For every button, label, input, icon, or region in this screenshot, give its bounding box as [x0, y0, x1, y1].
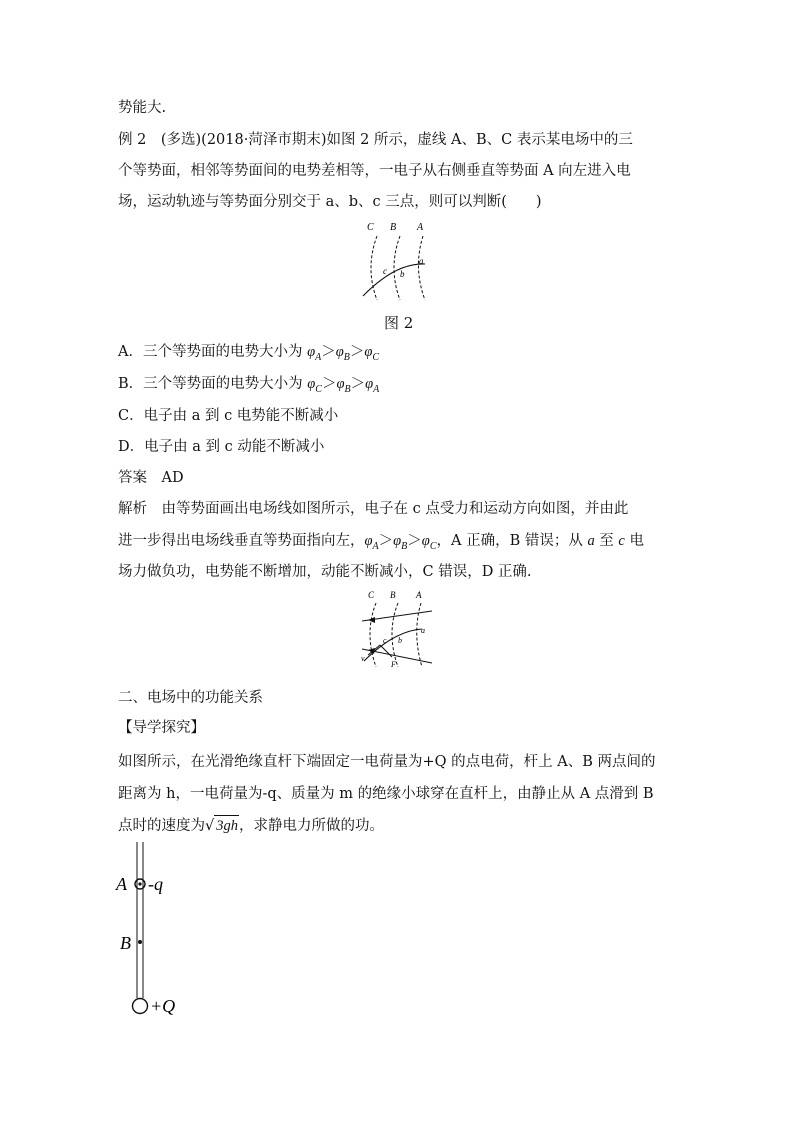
label-minus-q: -q	[148, 874, 163, 894]
question-line-3	[118, 815, 384, 836]
equipotential-a	[418, 236, 425, 300]
question-line-2: 距离为 h，一电荷量为-q、质量为 m 的绝缘小球穿在直杆上，由静止从 A 点滑到 B	[118, 786, 654, 802]
label-B: B	[390, 222, 397, 233]
explanation-line-2: 进一步得出电场线垂直等势面指向左，$\varphi_A>\varphi_B>\varphi_C$，A 正确，B 错误；从 a 至 c 电	[118, 533, 644, 552]
sqrt-expression: √ 3gh	[205, 815, 239, 836]
label-F: F	[391, 660, 396, 669]
answer: 答案 AD	[118, 470, 184, 486]
question-line-3-post: ，求静电力所做的功。	[239, 818, 384, 834]
equipotential-b	[392, 603, 398, 667]
ball-center	[138, 882, 141, 885]
question-line-3-pre: 点时的速度为	[118, 818, 205, 834]
section-heading: 二、电场中的功能关系	[118, 690, 263, 706]
trajectory	[363, 264, 425, 296]
label-B: B	[120, 933, 131, 953]
example-text: (多选)(2018·菏泽市期末)如图 2 所示，虚线 A、B、C 表示某电场中的三	[160, 132, 633, 148]
figure-4-rod	[112, 842, 192, 1022]
label-B: B	[390, 590, 396, 600]
option-b: B．三个等势面的电势大小为 $\varphi_C>\varphi_B>\varphi_A$	[118, 376, 380, 395]
force-vector	[380, 645, 392, 657]
example-2-line-3: 场，运动轨迹与等势面分别交于 a、b、c 三点，则可以判断( )	[118, 194, 542, 210]
figure-2	[355, 218, 445, 304]
label-b: b	[398, 636, 402, 645]
question-line-1: 如图所示，在光滑绝缘直杆下端固定一电荷量为+Q 的点电荷，杆上 A、B 两点间的	[118, 754, 656, 770]
explanation-line-3: 场力做负功，电势能不断增加，动能不断减小，C 错误，D 正确.	[118, 564, 532, 580]
label-c: c	[383, 266, 387, 276]
figure-2-caption: 图 2	[384, 314, 414, 332]
sqrt-radicand: 3gh	[214, 815, 239, 836]
label-A: A	[417, 222, 424, 233]
guide-heading: 【导学探究】	[118, 720, 205, 736]
option-a: A．三个等势面的电势大小为 $\varphi_A>\varphi_B>\varphi_C$	[118, 344, 380, 363]
explanation-line-1: 解析 由等势面画出电场线如图所示，电子在 c 点受力和运动方向如图，并由此	[118, 501, 629, 517]
example-2-line-2: 个等势面，相邻等势面间的电势差相等，一电子从右侧垂直等势面 A 向左进入电	[118, 163, 631, 179]
figure-3	[358, 587, 438, 673]
example-label: 例 2	[118, 132, 147, 148]
option-d: D．电子由 a 到 c 动能不断减小	[118, 439, 325, 455]
charge-plus-Q	[133, 999, 148, 1014]
label-plus-Q: +Q	[150, 996, 176, 1016]
label-a: a	[421, 626, 425, 635]
equipotential-b	[394, 236, 400, 300]
equipotential-c	[370, 603, 376, 667]
label-C: C	[368, 590, 375, 600]
example-2-line-1	[118, 130, 633, 150]
label-A: A	[116, 874, 127, 894]
point-b	[138, 940, 142, 944]
label-v: v	[361, 654, 365, 663]
label-b: b	[400, 269, 405, 279]
equipotential-c	[371, 236, 377, 300]
label-c: c	[383, 636, 387, 645]
label-A: A	[416, 590, 422, 600]
label-a: a	[419, 256, 424, 266]
option-c: C．电子由 a 到 c 电势能不断减小	[118, 408, 339, 424]
label-C: C	[367, 222, 374, 233]
text-line-1: 势能大.	[118, 100, 167, 116]
